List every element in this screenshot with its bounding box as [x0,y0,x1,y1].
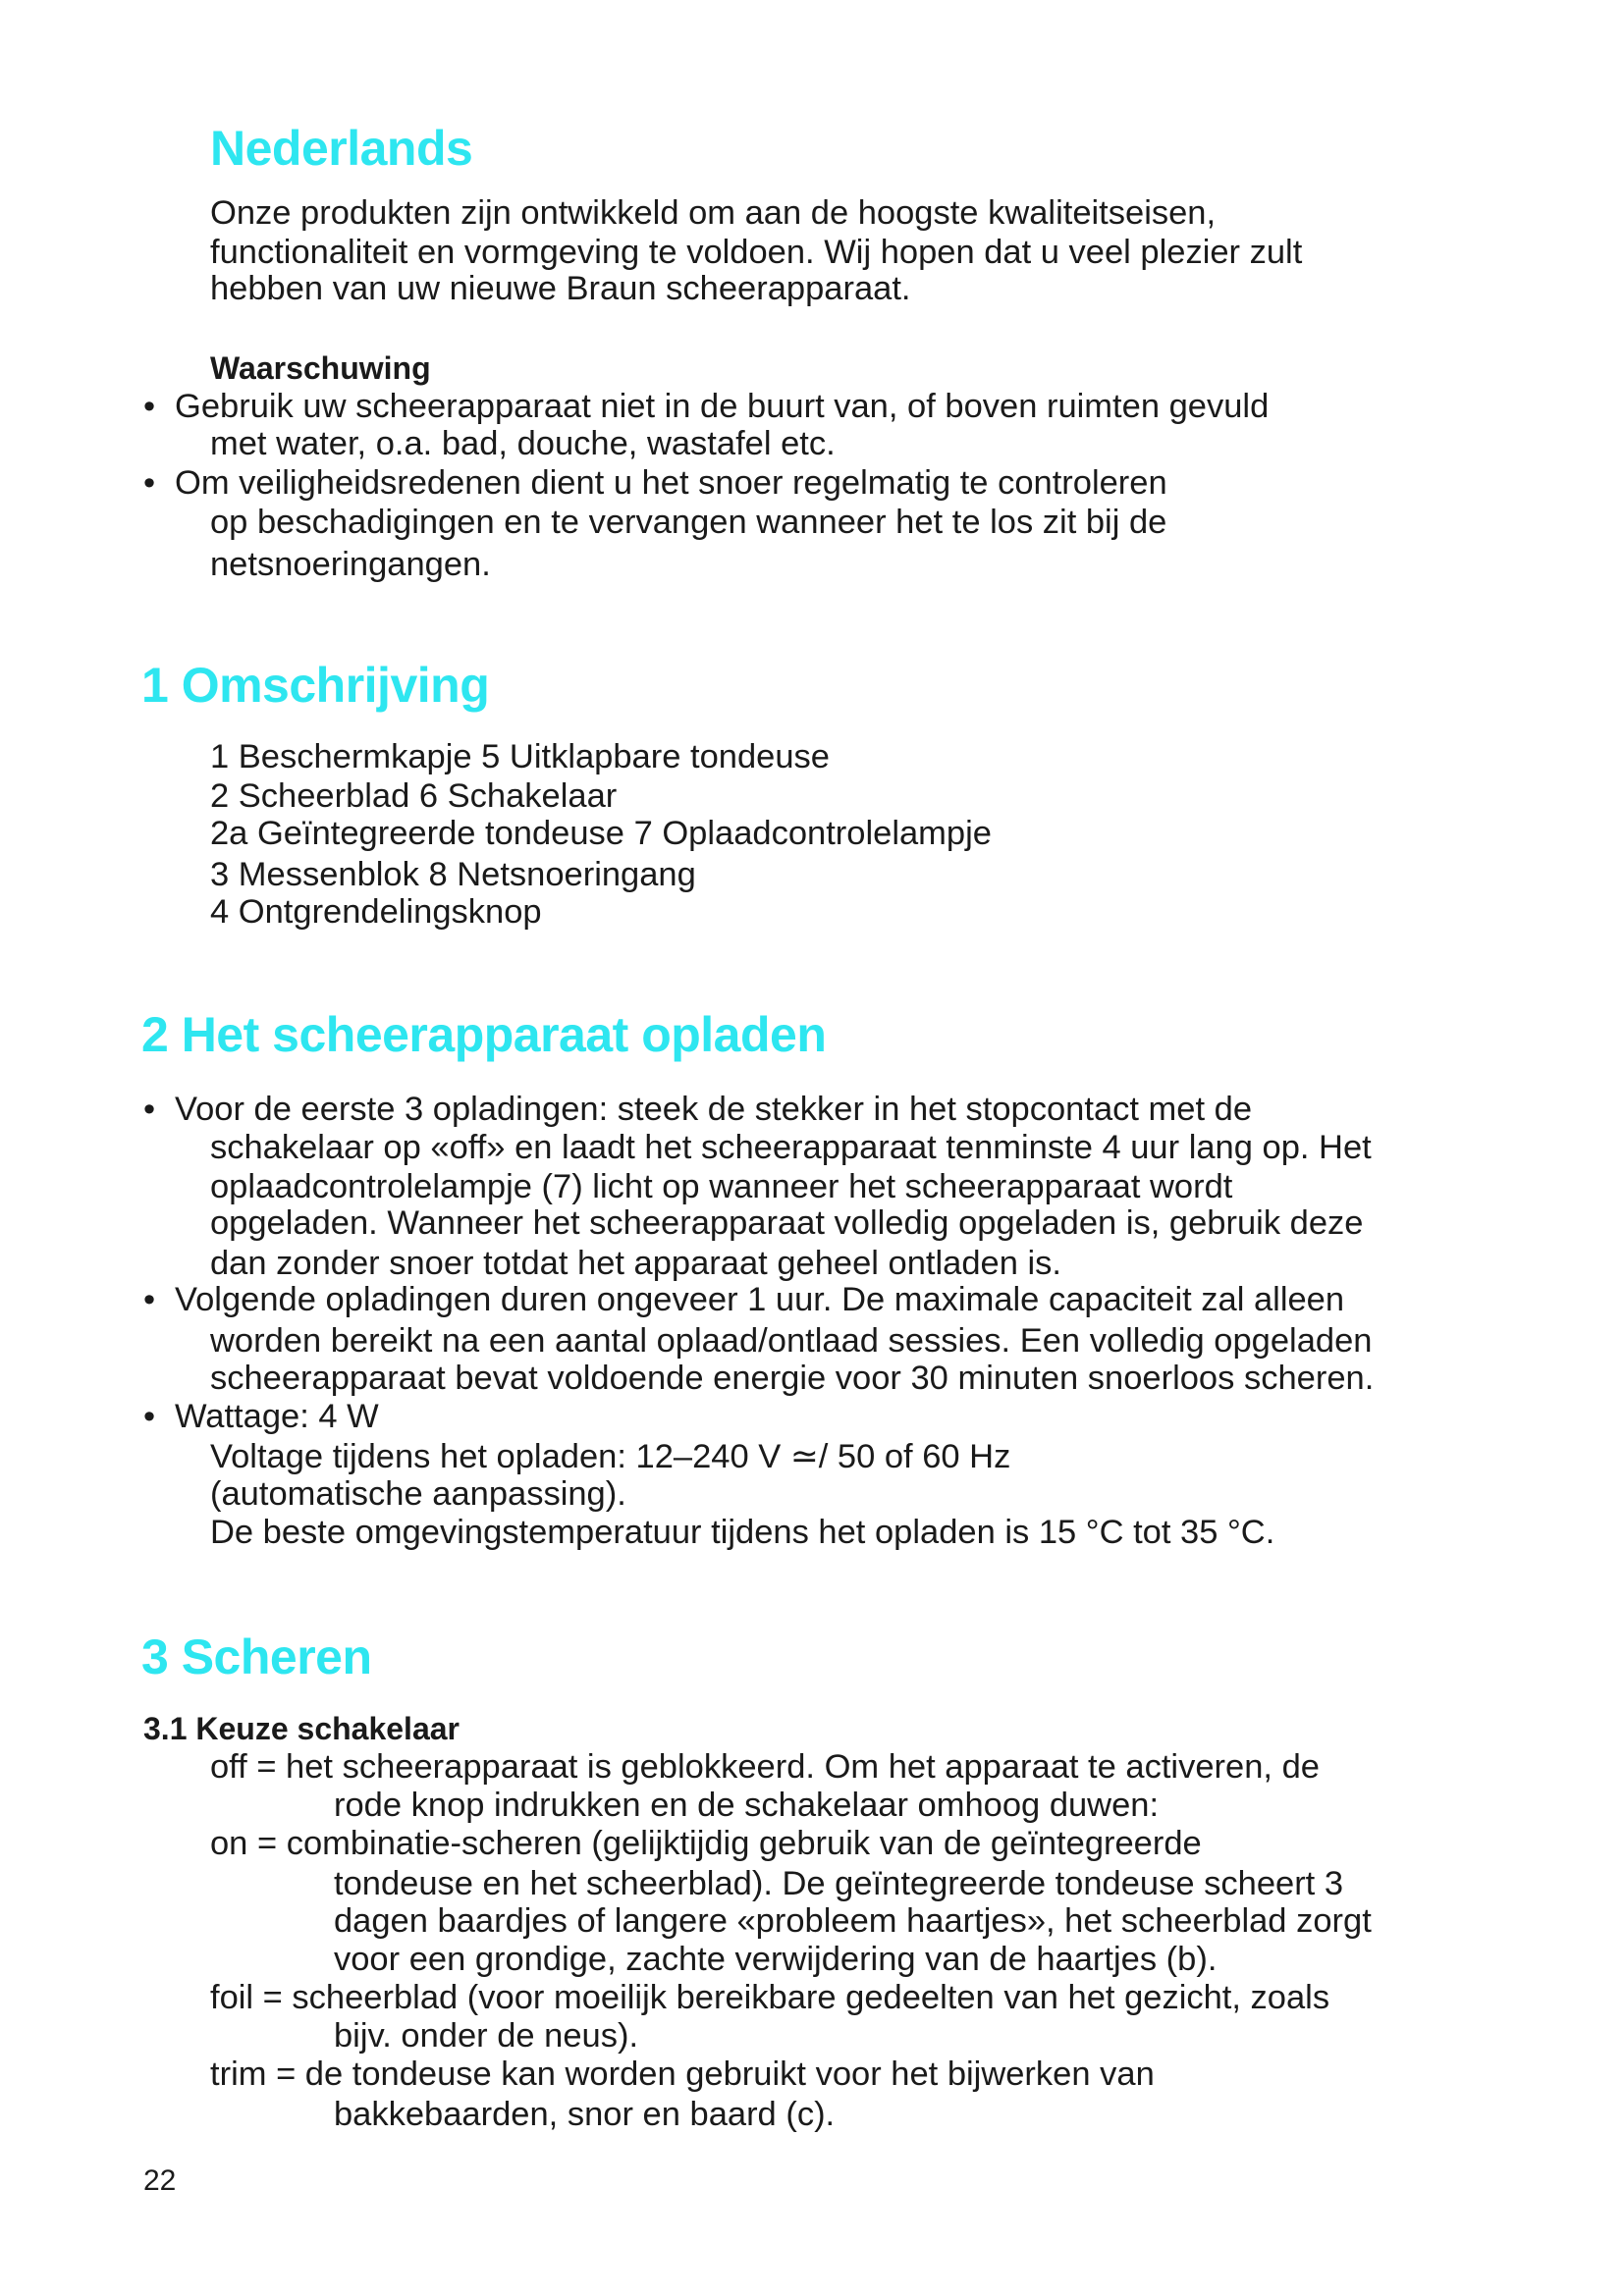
parts-list-item: 2a Geïntegreerde tondeuse 7 Oplaadcontrolelampje [210,815,992,852]
charging-line: opgeladen. Wanneer het scheerapparaat volledig opgeladen is, gebruik deze [210,1204,1364,1242]
heading-omschrijving: 1 Omschrijving [141,658,490,713]
switch-line: on = combinatie-scheren (gelijktijdig gebruik van de geïntegreerde [210,1825,1202,1862]
switch-line: dagen baardjes of langere «probleem haartjes», het scheerblad zorgt [334,1902,1372,1940]
switch-line: tondeuse en het scheerblad). De geïntegreerde tondeuse scheert 3 [334,1865,1344,1902]
bullet-icon: • [143,1398,156,1435]
charging-line: worden bereikt na een aantal oplaad/ontlaad sessies. Een volledig opgeladen [210,1322,1373,1360]
bullet-icon: • [143,464,156,502]
charging-line: De beste omgevingstemperatuur tijdens het opladen is 15 °C tot 35 °C. [210,1514,1275,1551]
parts-list-item: 2 Scheerblad 6 Schakelaar [210,777,618,815]
charging-line: Voltage tijdens het opladen: 12–240 V ≃/ 50 of 60 Hz [210,1438,1011,1475]
warning-line: netsnoeringangen. [210,546,491,583]
subheading-keuze-schakelaar: 3.1 Keuze schakelaar [143,1711,460,1746]
charging-line: Voor de eerste 3 opladingen: steek de stekker in het stopcontact met de [175,1091,1253,1128]
heading-nederlands: Nederlands [210,121,473,176]
switch-line: rode knop indrukken en de schakelaar omhoog duwen: [334,1787,1160,1824]
heading-opladen: 2 Het scheerapparaat opladen [141,1007,827,1062]
warning-line: Om veiligheidsredenen dient u het snoer regelmatig te controleren [175,464,1167,502]
warning-title: Waarschuwing [210,350,431,386]
switch-line: off = het scheerapparaat is geblokkeerd. Om het apparaat te activeren, de [210,1748,1320,1786]
intro-line: functionaliteit en vormgeving te voldoen. Wij hopen dat u veel plezier zult [210,234,1303,271]
bullet-icon: • [143,1091,156,1128]
warning-line: met water, o.a. bad, douche, wastafel etc. [210,425,836,462]
heading-scheren: 3 Scheren [141,1629,372,1684]
parts-list-item: 4 Ontgrendelingsknop [210,893,542,931]
page-number: 22 [143,2164,177,2197]
intro-line: hebben van uw nieuwe Braun scheerapparaat. [210,270,911,307]
bullet-icon: • [143,1281,156,1318]
charging-line: dan zonder snoer totdat het apparaat geheel ontladen is. [210,1245,1061,1282]
charging-line: schakelaar op «off» en laadt het scheerapparaat tenminste 4 uur lang op. Het [210,1129,1372,1166]
switch-line: bijv. onder de neus). [334,2017,639,2055]
switch-line: foil = scheerblad (voor moeilijk bereikbare gedeelten van het gezicht, zoals [210,1979,1330,2016]
switch-line: trim = de tondeuse kan worden gebruikt voor het bijwerken van [210,2056,1155,2093]
parts-list-item: 3 Messenblok 8 Netsnoeringang [210,856,696,893]
parts-list-item: 1 Beschermkapje 5 Uitklapbare tondeuse [210,738,830,775]
switch-line: bakkebaarden, snor en baard (c). [334,2096,836,2133]
charging-line: Wattage: 4 W [175,1398,379,1435]
intro-line: Onze produkten zijn ontwikkeld om aan de hoogste kwaliteitseisen, [210,194,1217,232]
warning-line: op beschadigingen en te vervangen wanneer het te los zit bij de [210,504,1167,541]
charging-line: oplaadcontrolelampje (7) licht op wanneer het scheerapparaat wordt [210,1168,1233,1205]
bullet-icon: • [143,388,156,425]
charging-line: (automatische aanpassing). [210,1475,626,1513]
switch-line: voor een grondige, zachte verwijdering van de haartjes (b). [334,1941,1218,1978]
warning-line: Gebruik uw scheerapparaat niet in de buurt van, of boven ruimten gevuld [175,388,1270,425]
charging-line: scheerapparaat bevat voldoende energie voor 30 minuten snoerloos scheren. [210,1360,1375,1397]
charging-line: Volgende opladingen duren ongeveer 1 uur. De maximale capaciteit zal alleen [175,1281,1345,1318]
